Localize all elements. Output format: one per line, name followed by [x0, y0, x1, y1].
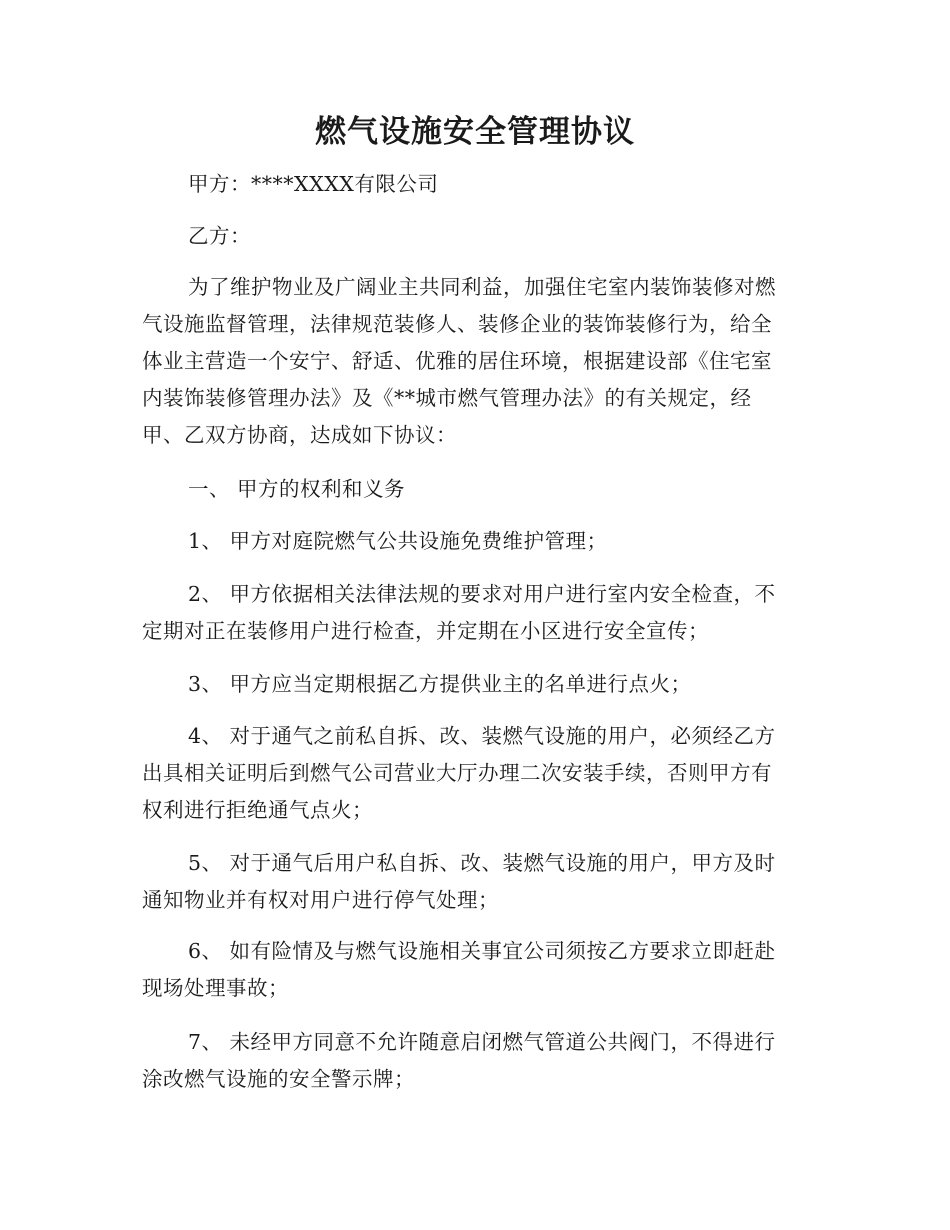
party-b-text: 乙方： — [188, 224, 251, 248]
intro-line: 气设施监督管理，法律规范装修人、装修企业的装饰装修行为，给全 — [142, 312, 772, 336]
intro-paragraph — [142, 269, 802, 454]
clause-item — [142, 523, 802, 560]
party-b-line — [142, 218, 802, 255]
clause-item — [142, 666, 802, 703]
clause-line: 定期对正在装修用户进行检查，并定期在小区进行安全宣传； — [142, 619, 709, 643]
clause-line: 7、 未经甲方同意不允许随意启闭燃气管道公共阀门，不得进行 — [188, 1030, 776, 1054]
intro-line: 甲、乙双方协商，达成如下协议： — [142, 423, 457, 447]
clause-line: 5、 对于通气后用户私自拆、改、装燃气设施的用户，甲方及时 — [188, 851, 776, 875]
clause-line: 6、 如有险情及与燃气设施相关事宜公司须按乙方要求立即赶赴 — [188, 939, 776, 963]
clause-line: 3、 甲方应当定期根据乙方提供业主的名单进行点火； — [188, 672, 692, 696]
clause-line: 1、 甲方对庭院燃气公共设施免费维护管理； — [188, 529, 608, 553]
clause-line: 现场处理事故； — [142, 976, 289, 1000]
intro-line: 为了维护物业及广阔业主共同利益，加强住宅室内装饰装修对燃 — [188, 275, 776, 299]
clause-line: 2、 甲方依据相关法律法规的要求对用户进行室内安全检查，不 — [188, 582, 776, 606]
intro-line: 体业主营造一个安宁、舒适、优雅的居住环境，根据建设部《住宅室 — [142, 349, 772, 373]
clause-item — [142, 1024, 802, 1098]
clause-line: 4、 对于通气之前私自拆、改、装燃气设施的用户，必须经乙方 — [188, 724, 776, 748]
document-title: 燃气设施安全管理协议 — [315, 114, 635, 150]
section-1-heading: 一、 甲方的权利和义务 — [188, 477, 406, 501]
clause-item — [142, 845, 802, 919]
party-a-line — [142, 166, 802, 203]
section-heading — [142, 471, 802, 508]
clause-item — [142, 718, 802, 829]
clause-line: 权利进行拒绝通气点火； — [142, 798, 373, 822]
clause-line: 通知物业并有权对用户进行停气处理； — [142, 888, 499, 912]
clause-item — [142, 933, 802, 1007]
clause-item — [142, 576, 802, 650]
party-a-text: 甲方：****XXXX有限公司 — [188, 172, 439, 196]
clause-line: 涂改燃气设施的安全警示牌； — [142, 1067, 415, 1091]
intro-line: 内装饰装修管理办法》及《**城市燃气管理办法》的有关规定，经 — [142, 386, 752, 410]
clause-line: 出具相关证明后到燃气公司营业大厅办理二次安装手续，否则甲方有 — [142, 761, 772, 785]
